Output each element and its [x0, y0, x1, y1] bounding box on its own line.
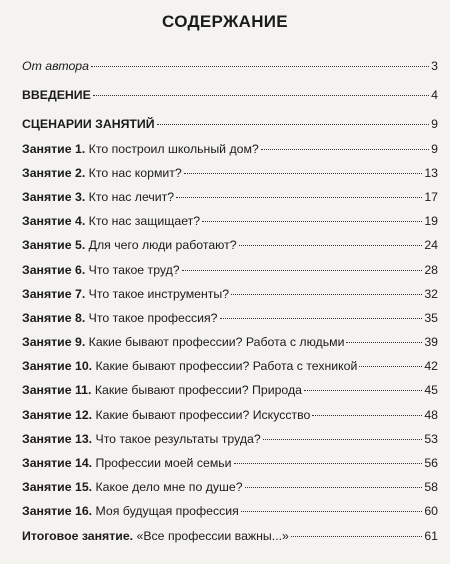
toc-entry	[22, 456, 438, 480]
toc-entry-label: Занятие 5.	[22, 238, 86, 253]
dot-leader	[202, 221, 422, 222]
toc-entry-label: Занятие 9.	[22, 335, 86, 350]
dot-leader	[261, 149, 429, 150]
page-number: 61	[424, 528, 438, 543]
toc-entry-label: Занятие 2.	[22, 165, 86, 180]
dot-leader	[241, 511, 423, 512]
dot-leader	[220, 318, 423, 319]
page-number: 60	[424, 504, 438, 519]
page-number: 39	[424, 335, 438, 350]
toc-entry-text: Какие бывают профессии? Искусство	[92, 407, 311, 422]
toc-entry-text: Какое дело мне по душе?	[92, 480, 243, 495]
toc-entry	[22, 311, 438, 335]
toc-entry	[22, 59, 438, 83]
page-title: СОДЕРЖАНИЕ	[162, 12, 288, 31]
toc-entry-title	[22, 214, 200, 228]
dot-leader	[184, 173, 423, 174]
dot-leader	[231, 294, 422, 295]
toc-entry-text: Кто построил школьный дом?	[85, 141, 259, 156]
toc-entry-text: «Все профессии важны...»	[133, 528, 289, 543]
page-number: 9	[431, 117, 438, 132]
dot-leader	[263, 439, 423, 440]
toc-entry-text: Моя будущая профессия	[92, 504, 239, 519]
page-number: 35	[424, 310, 438, 325]
dot-leader	[359, 366, 422, 367]
toc-entry-label: Занятие 16.	[22, 504, 93, 519]
toc-entry-text: Что такое профессия?	[85, 310, 218, 325]
toc-entry-text: Для чего люди работают?	[85, 238, 237, 253]
page-number: 32	[424, 286, 438, 301]
toc-entry-label: Занятие 1.	[22, 141, 86, 156]
toc-entry	[22, 190, 438, 214]
page-number: 13	[424, 165, 438, 180]
toc-entry-title	[22, 166, 182, 180]
dot-leader	[182, 270, 423, 271]
toc-entry-title	[22, 504, 239, 518]
dot-leader	[245, 487, 423, 488]
toc-entry-title	[22, 59, 89, 73]
page-number: 4	[431, 88, 438, 103]
page-number: 53	[424, 431, 438, 446]
toc-entry-text: Кто нас защищает?	[85, 214, 201, 229]
toc-entry-label: Занятие 4.	[22, 214, 86, 229]
toc-entry	[22, 480, 438, 504]
dot-leader	[312, 415, 422, 416]
toc-entry	[22, 529, 438, 553]
page-number: 48	[424, 407, 438, 422]
toc-entry-title	[22, 529, 289, 543]
toc-entry-title	[22, 311, 218, 325]
page-number: 17	[424, 189, 438, 204]
page-number: 42	[424, 359, 438, 374]
toc-entry-text: Что такое инструменты?	[85, 286, 230, 301]
toc-entry	[22, 263, 438, 287]
toc-entry	[22, 335, 438, 359]
toc-entry-title	[22, 142, 259, 156]
toc-entry-text: От автора	[22, 59, 89, 73]
toc-entry	[22, 214, 438, 238]
toc-entry-title	[22, 383, 302, 397]
toc-entry-title	[22, 335, 344, 349]
toc-entry	[22, 287, 438, 311]
dot-leader	[304, 390, 422, 391]
page-number: 56	[424, 456, 438, 470]
toc-entry-title	[22, 432, 261, 446]
dot-leader	[93, 95, 429, 96]
dot-leader	[239, 245, 423, 246]
toc-entry	[22, 166, 438, 190]
toc-entry-text: Какие бывают профессии? Работа с людьми	[85, 335, 345, 350]
toc-entry-label: Занятие 13.	[22, 431, 93, 446]
toc-entry-text: Что такое труд?	[85, 262, 180, 277]
toc-entry-label: Занятие 6.	[22, 262, 86, 277]
toc-entry-label: Занятие 15.	[22, 480, 93, 495]
toc-entry-title	[22, 117, 155, 131]
toc-entry-text: Какие бывают профессии? Природа	[91, 383, 302, 398]
toc-entry	[22, 117, 438, 141]
table-of-contents	[22, 59, 438, 553]
dot-leader	[291, 536, 422, 537]
dot-leader	[234, 463, 423, 464]
toc-entry-title	[22, 88, 91, 102]
toc-entry-label: Итоговое занятие.	[22, 528, 134, 543]
toc-entry-title	[22, 456, 232, 470]
toc-entry-text: Какие бывают профессии? Работа с техникой	[92, 359, 358, 374]
toc-entry-title	[22, 480, 243, 494]
toc-entry-title	[22, 359, 357, 373]
toc-entry-title	[22, 408, 310, 422]
toc-entry	[22, 432, 438, 456]
page-number: 45	[424, 383, 438, 398]
toc-entry	[22, 88, 438, 112]
toc-entry-text: Профессии моей семьи	[92, 456, 232, 470]
toc-entry	[22, 238, 438, 262]
toc-entry-text: СЦЕНАРИИ ЗАНЯТИЙ	[22, 117, 155, 132]
toc-entry-title	[22, 287, 229, 301]
page-number: 28	[424, 262, 438, 277]
toc-entry	[22, 383, 438, 407]
toc-entry-title	[22, 238, 237, 252]
toc-entry-text: Кто нас кормит?	[85, 165, 182, 180]
toc-entry-label: Занятие 7.	[22, 286, 86, 301]
toc-entry-title	[22, 263, 180, 277]
dot-leader	[346, 342, 422, 343]
dot-leader	[157, 124, 430, 125]
toc-entry-label: Занятие 14.	[22, 456, 93, 470]
toc-entry	[22, 142, 438, 166]
toc-entry-label: Занятие 12.	[22, 407, 93, 422]
page-number: 24	[424, 238, 438, 253]
toc-entry	[22, 408, 438, 432]
toc-entry	[22, 504, 438, 528]
toc-entry-text: Что такое результаты труда?	[92, 431, 261, 446]
toc-entry	[22, 359, 438, 383]
page-number: 58	[424, 480, 438, 495]
toc-entry-label: Занятие 11.	[22, 383, 92, 398]
page-number: 9	[431, 141, 438, 156]
toc-entry-text: Кто нас лечит?	[85, 189, 175, 204]
toc-entry-label: Занятие 10.	[22, 359, 93, 374]
toc-entry-text: ВВЕДЕНИЕ	[22, 88, 91, 103]
toc-entry-label: Занятие 8.	[22, 310, 86, 325]
toc-entry-title	[22, 190, 174, 204]
page-number: 19	[424, 214, 438, 229]
dot-leader	[176, 197, 422, 198]
toc-entry-label: Занятие 3.	[22, 189, 86, 204]
dot-leader	[91, 66, 429, 67]
page-number: 3	[431, 59, 438, 73]
